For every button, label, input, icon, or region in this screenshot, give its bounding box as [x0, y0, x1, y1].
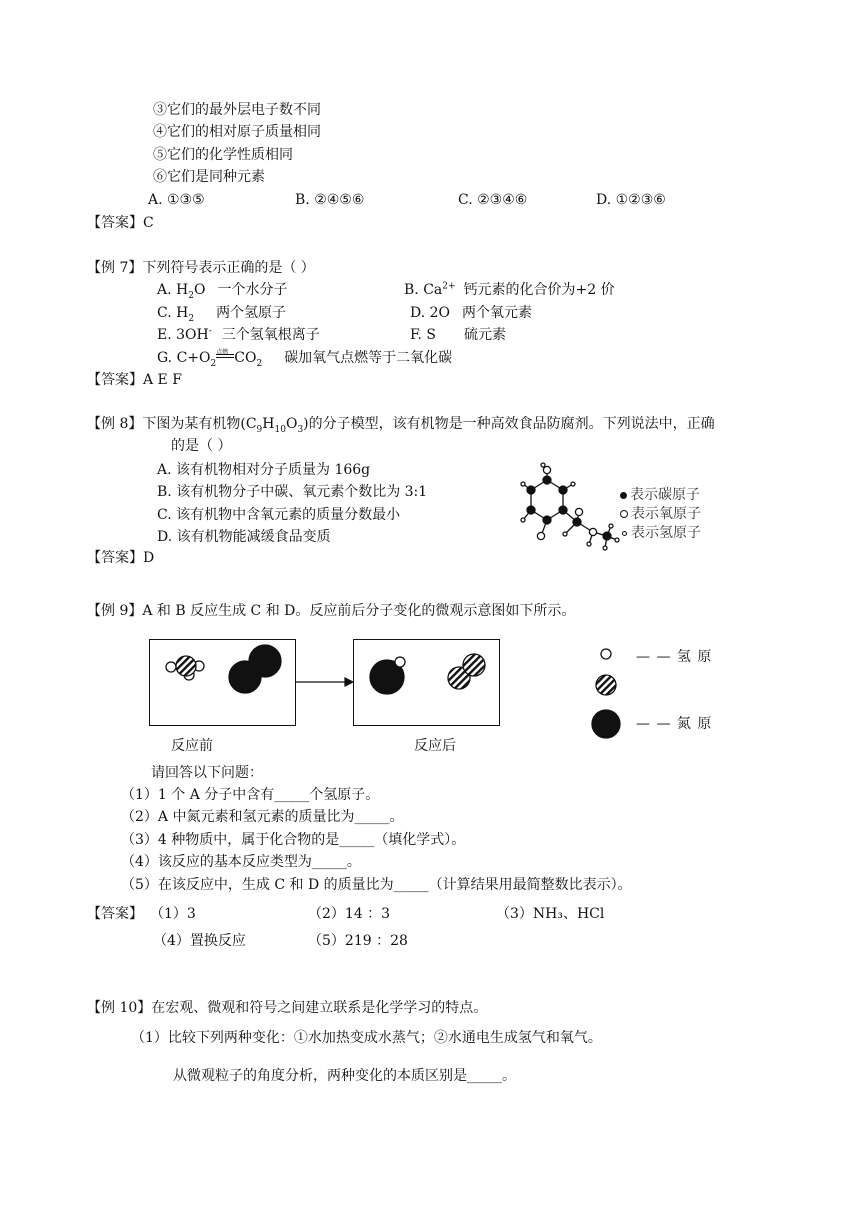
subscript: 9 [256, 424, 263, 435]
hatched-atom [176, 656, 196, 676]
description: 硫元素 [464, 327, 507, 343]
example-label: 【例 9】 [87, 603, 143, 619]
hydrogen-atom-icon [601, 649, 611, 659]
q10-sub-1: （1）比较下列两种变化：①水加热变成水蒸气；②水通电生成氢气和氧气。 [131, 1030, 602, 1046]
formula: C. H [157, 305, 189, 321]
q8-option-a: A. 该有机物相对分子质量为 166g [157, 462, 371, 478]
reaction-condition: 点燃 [216, 349, 229, 356]
hatched-atom [463, 654, 485, 676]
arrow-head [345, 678, 353, 686]
answer-value: C [143, 215, 154, 231]
superscript: 2+ [442, 281, 456, 292]
q9-answer-3: （3）NH₃、HCl [496, 906, 605, 922]
question-text: O [285, 416, 298, 432]
q8-stem [87, 415, 715, 433]
q7-option-f [410, 326, 506, 344]
molecule-model-figure [515, 462, 625, 552]
description: 两个氢原子 [216, 305, 287, 321]
example-label: 【例 8】 [87, 416, 143, 432]
answer-value: D [143, 550, 155, 566]
question-text: A 和 B 反应生成 C 和 D。反应前后分子变化的微观示意图如下所示。 [142, 603, 576, 619]
subscript: 2 [210, 358, 217, 369]
q8-option-b: B. 该有机物分子中碳、氧元素个数比为 3:1 [157, 484, 428, 500]
subscript: 2 [188, 313, 195, 324]
q7-option-b [404, 281, 615, 299]
nitrogen-atom [249, 645, 281, 677]
q6-item-5: ⑤它们的化学性质相同 [153, 147, 293, 163]
oxygen-atom-icon [620, 510, 628, 518]
q6-item-6: ⑥它们是同种元素 [153, 169, 265, 185]
q9-sub-4: （4）该反应的基本反应类型为_____。 [121, 854, 361, 870]
legend-hydrogen [620, 524, 701, 542]
q9-stem [87, 602, 575, 620]
before-label: 反应前 [171, 738, 213, 754]
q6-option-a: A. ①③⑤ [148, 192, 205, 208]
question-text: H [262, 416, 275, 432]
q9-sub-5: （5）在该反应中，生成 C 和 D 的质量比为_____（计算结果用最简整数比表示）。 [121, 877, 632, 893]
formula: E. 3OH [157, 327, 209, 343]
q8-option-d: D. 该有机物能减缓食品变质 [157, 529, 331, 545]
hydrogen-atom [395, 657, 405, 667]
legend-carbon [620, 486, 700, 504]
q9-answer-4: （4）置换反应 [153, 933, 246, 949]
q9-prompt: 请回答以下问题： [151, 765, 263, 781]
q9-sub-2: （2）A 中氮元素和氢元素的质量比为_____。 [121, 809, 404, 825]
after-label: 反应后 [414, 738, 456, 754]
description: 钙元素的化合价为+2 价 [463, 282, 615, 298]
q6-item-3: ③它们的最外层电子数不同 [153, 102, 321, 118]
formula: CO [234, 350, 257, 366]
q6-option-c: C. ②③④⑥ [458, 192, 528, 208]
hydrogen-atom [166, 662, 176, 672]
formula: D. 2O [410, 305, 451, 321]
hydrogen-atom-icon [622, 531, 627, 536]
question-text: )的分子模型，该有机物是一种高效食品防腐剂。下列说法中，正确 [303, 416, 715, 432]
answer-label: 【答案】 [87, 372, 143, 388]
example-label: 【例 7】 [87, 260, 143, 276]
reaction-legend-icons [590, 646, 630, 746]
example-label: 【例 10】 [87, 1000, 152, 1016]
formula: A. H [157, 282, 189, 298]
description: 三个氢氧根离子 [221, 327, 320, 343]
q6-option-b: B. ②④⑤⑥ [295, 192, 365, 208]
q7-option-e [157, 326, 320, 344]
q6-item-4: ④它们的相对原子质量相同 [153, 124, 321, 140]
q9-sub-1: （1）1 个 A 分子中含有_____个氢原子。 [121, 787, 380, 803]
q7-option-a [157, 281, 287, 299]
legend-nitrogen-label: — — 氮 原 [636, 716, 713, 732]
description: 一个水分子 [217, 282, 288, 298]
formula: O [193, 282, 206, 298]
legend-oxygen [620, 505, 701, 523]
superscript: - [208, 326, 212, 337]
nitrogen-atom-icon [592, 710, 620, 738]
description: 两个氧元素 [462, 305, 533, 321]
q10-stem [87, 999, 487, 1017]
reaction-arrow [216, 349, 234, 363]
question-text: 下列符号表示正确的是（ ） [142, 260, 315, 276]
legend-label: 表示碳原子 [630, 487, 700, 503]
q7-option-g [157, 349, 452, 367]
q7-answer [87, 371, 182, 389]
q6-answer [87, 214, 154, 232]
q8-stem-continued: 的是（ ） [171, 438, 232, 454]
formula: B. Ca [404, 282, 443, 298]
formula: G. C+O [157, 350, 211, 366]
q7-option-d [410, 304, 532, 322]
hatched-atom-icon [596, 675, 616, 695]
q9-answer-1: （1）3 [150, 906, 196, 922]
q8-option-c: C. 该有机物中含氧元素的质量分数最小 [157, 507, 401, 523]
q7-option-c [157, 304, 286, 322]
q8-answer [87, 549, 154, 567]
carbon-atom-icon [620, 492, 627, 499]
answer-label: 【答案】 [87, 215, 143, 231]
subscript: 2 [256, 358, 263, 369]
q9-answer-5: （5）219 ：28 [308, 933, 408, 949]
answer-value: A E F [143, 372, 182, 388]
q9-answer-label: 【答案】 [87, 906, 143, 922]
legend-label: 表示氧原子 [631, 506, 701, 522]
subscript: 2 [188, 290, 194, 301]
legend-label: 表示氢原子 [631, 525, 701, 541]
formula: F. S [410, 327, 437, 343]
legend-hydrogen-label: — — 氢 原 [636, 649, 713, 665]
q9-sub-3: （3）4 种物质中，属于化合物的是_____（填化学式）。 [121, 832, 466, 848]
q7-stem [87, 259, 315, 277]
answer-label: 【答案】 [87, 550, 143, 566]
subscript: 10 [274, 424, 286, 435]
description: 碳加氧气点燃等于二氧化碳 [284, 350, 453, 366]
q6-option-d: D. ①②③⑥ [596, 192, 666, 208]
reaction-diagram [149, 639, 504, 729]
q10-sub-1-prompt: 从微观粒子的角度分析，两种变化的本质区别是_____。 [173, 1068, 516, 1084]
subscript: 3 [297, 424, 304, 435]
question-text: 下图为某有机物(C [142, 416, 257, 432]
q9-answer-2: （2）14 ：3 [308, 906, 391, 922]
question-text: 在宏观、微观和符号之间建立联系是化学学习的特点。 [151, 1000, 488, 1016]
